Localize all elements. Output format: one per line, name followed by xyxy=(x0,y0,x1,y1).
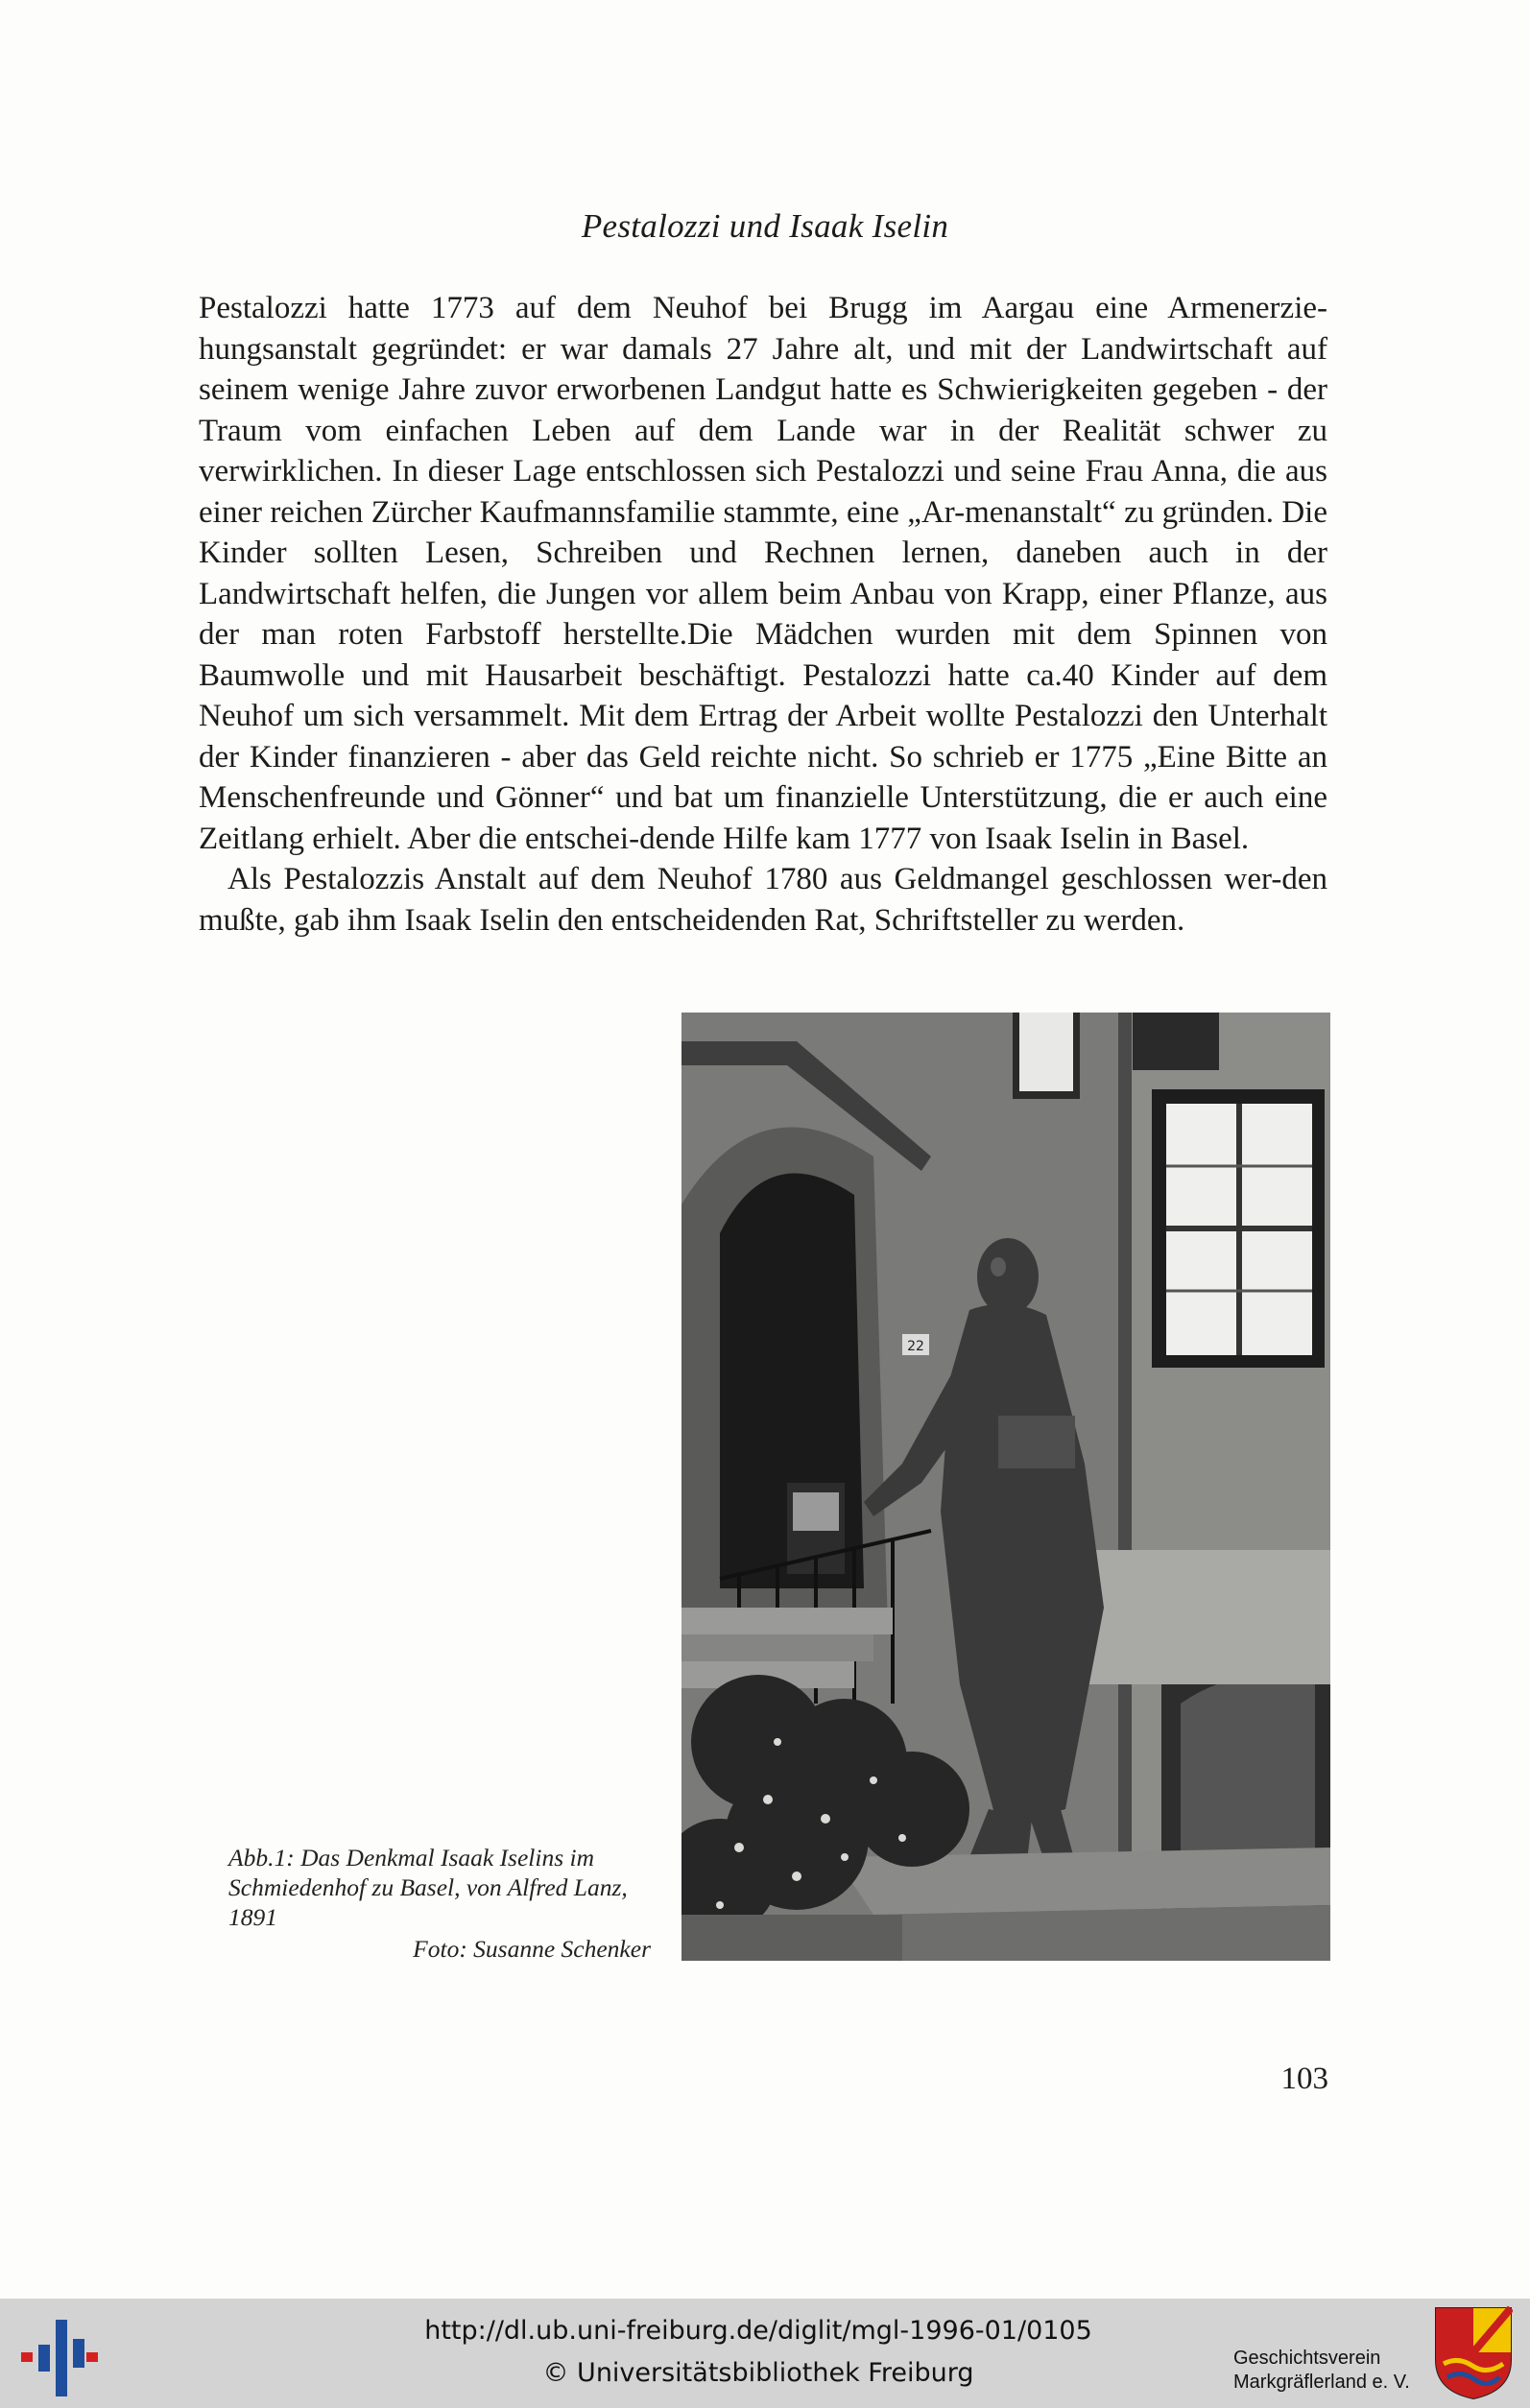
house-number-sign: 22 xyxy=(907,1339,924,1354)
caption-text: Abb.1: Das Denkmal Isaak Iselins im Schmiedenhof zu Basel, von Alfred Lanz, 1891 xyxy=(228,1844,628,1931)
running-head: Pestalozzi und Isaak Iselin xyxy=(581,207,949,245)
statue-photo xyxy=(681,1013,1330,1961)
society-name xyxy=(1233,2347,1425,2395)
body-text xyxy=(199,288,1327,941)
photo-caption xyxy=(228,1843,651,1964)
photo-credit: Foto: Susanne Schenker xyxy=(413,1935,651,1963)
copyright-notice: © Universitätsbibliothek Freiburg xyxy=(542,2358,974,2388)
society-name-line-2: Markgräflerland e. V. xyxy=(1233,2372,1410,2393)
coat-of-arms-icon xyxy=(1434,2306,1513,2400)
paragraph-2: Als Pestalozzis Anstalt auf dem Neuhof 1780 aus Geldmangel geschlossen wer-den mußte, gab ihm Isaak Iselin den entscheidenden Rat, Schriftsteller zu werden. xyxy=(199,862,1327,938)
society-name-line-1: Geschichtsverein xyxy=(1233,2348,1381,2369)
page-number: 103 xyxy=(1280,2062,1328,2096)
viewer-footer xyxy=(0,2299,1530,2408)
ub-freiburg-logo-icon xyxy=(21,2310,98,2396)
paragraph-1: Pestalozzi hatte 1773 auf dem Neuhof bei Brugg im Aargau eine Armenerzie-hungsanstalt gegründet: er war damals 27 Jahre alt, und mit der Landwirtschaft auf seinem wenige Jahre zuvor erworbenen Landgut hatte es Schwierigkeiten gegeben - der Traum vom einfachen Leben auf dem Lande war in der Realität schwer zu verwirklichen. In dieser Lage entschlossen sich Pestalozzi und seine Frau Anna, die aus einer reichen Zürcher Kaufmannsfamilie stammte, eine „Ar-menanstalt“ zu gründen. Die Kinder sollten Lesen, Schreiben und Rechnen lernen, daneben auch in der Landwirtschaft helfen, die Jungen vor allem beim Anbau von Krapp, einer Pflanze, aus der man roten Farbstoff herstellte.Die Mädchen wurden mit dem Spinnen von Baumwolle und mit Hausarbeit beschäftigt. Pestalozzi hatte ca.40 Kinder auf dem Neuhof um sich versammelt. Mit dem Ertrag der Arbeit wollte Pestalozzi den Unterhalt der Kinder finanzieren - aber das Geld reichte nicht. So schrieb er 1775 „Eine Bitte an Menschenfreunde und Gönner“ und bat um finanzielle Unterstützung, die er auch eine Zeitlang erhielt. Aber die entschei-dende Hilfe kam 1777 von Isaak Iselin in Basel. xyxy=(199,291,1327,856)
document-url[interactable]: http://dl.ub.uni-freiburg.de/diglit/mgl-1996-01/0105 xyxy=(424,2316,1092,2346)
